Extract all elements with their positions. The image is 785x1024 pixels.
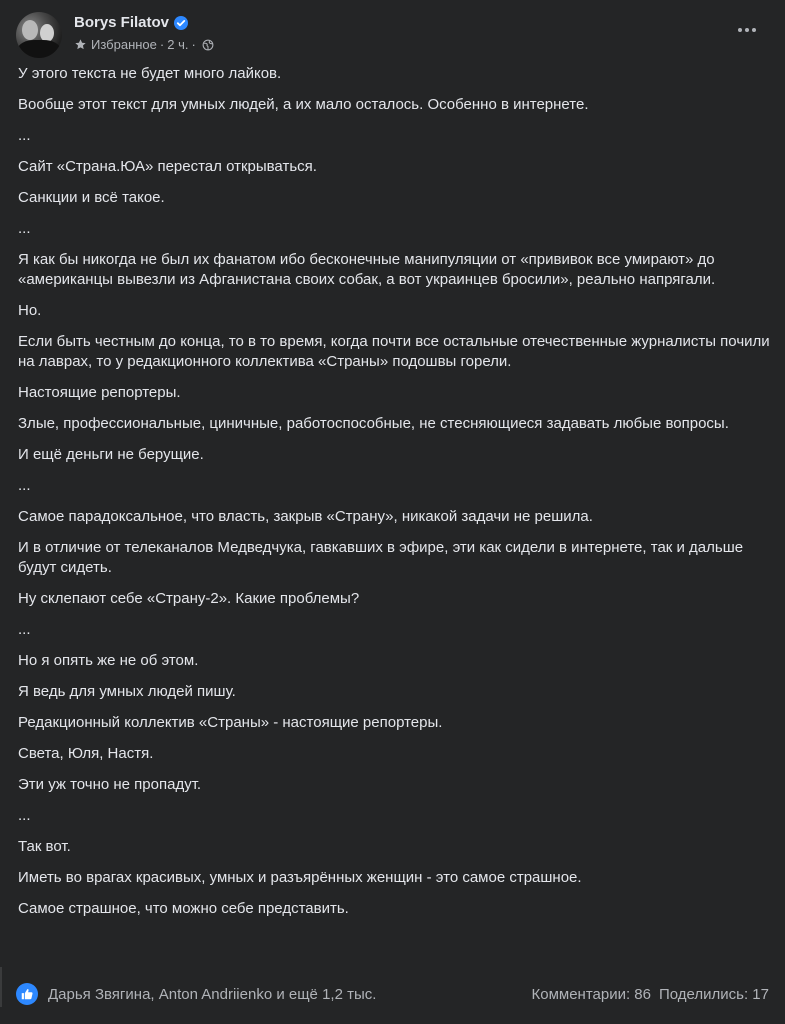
post-paragraph: И в отличие от телеканалов Медведчука, гавкавших в эфире, эти как сидели в интернете, так и дальше будут сидеть.: [18, 539, 744, 576]
post-paragraph: ...: [18, 621, 31, 638]
divider: [0, 967, 2, 1007]
verified-badge-icon: [174, 16, 188, 30]
post-paragraph: Эти уж точно не пропадут.: [18, 776, 202, 793]
post-paragraph: ...: [18, 807, 31, 824]
post-paragraph: Редакционный коллектив «Страны» - настоящие репортеры.: [18, 714, 443, 731]
post-paragraph: Я как бы никогда не был их фанатом ибо бесконечные манипуляции от «прививок все умирают» до «американцы вывезли из Афганистана своих собак, а вот украинцев бросили», реально напрягали.: [18, 251, 716, 288]
post-time[interactable]: 2 ч.: [167, 37, 189, 52]
post-paragraph: Самое парадоксальное, что власть, закрыв «Страну», никакой задачи не решила.: [18, 508, 593, 525]
comments-count[interactable]: Комментарии: 86: [531, 985, 651, 1003]
post-paragraph: ...: [18, 477, 31, 494]
post-paragraph: ...: [18, 220, 31, 237]
post-header: [16, 12, 769, 58]
post-paragraph: Если быть честным до конца, то в то время, когда почти все остальные отечественные журналисты почили на лаврах, то у редакционного коллектива «Страны» подошвы горели.: [18, 333, 770, 370]
post-paragraph: Я ведь для умных людей пишу.: [18, 683, 236, 700]
post-text: [18, 64, 770, 930]
meta-separator: ·: [191, 37, 196, 52]
post-paragraph: Света, Юля, Настя.: [18, 745, 154, 762]
post-paragraph: У этого текста не будет много лайков.: [18, 65, 282, 82]
post-paragraph: Иметь во врагах красивых, умных и разъярённых женщин - это самое страшное.: [18, 869, 582, 886]
meta-separator: ·: [159, 37, 165, 52]
author-name[interactable]: Borys Filatov: [74, 14, 170, 31]
post-paragraph: Настоящие репортеры.: [18, 384, 181, 401]
star-icon: [74, 38, 87, 51]
footer-counts: [524, 986, 770, 1003]
avatar[interactable]: [16, 12, 62, 58]
reactions-summary[interactable]: Дарья Звягина, Anton Andriienko и ещё 1,2 тыс.: [48, 985, 377, 1003]
author-line: [74, 14, 188, 31]
more-horizontal-icon[interactable]: [729, 18, 765, 42]
post-paragraph: Вообще этот текст для умных людей, а их мало осталось. Особенно в интернете.: [18, 96, 589, 113]
post-footer: [16, 981, 769, 1007]
post-paragraph: Но я опять же не об этом.: [18, 652, 199, 669]
globe-icon[interactable]: [202, 39, 214, 51]
like-icon: [16, 983, 38, 1005]
audience-label[interactable]: Избранное: [91, 37, 157, 52]
post-paragraph: Сайт «Страна.ЮА» перестал открываться.: [18, 158, 317, 175]
post-paragraph: И ещё деньги не берущие.: [18, 446, 204, 463]
post-paragraph: Но.: [18, 302, 42, 319]
post-paragraph: Самое страшное, что можно себе представить.: [18, 900, 349, 917]
post-meta: [74, 37, 214, 52]
post-paragraph: Так вот.: [18, 838, 71, 855]
post-paragraph: ...: [18, 127, 31, 144]
shares-count[interactable]: Поделились: 17: [659, 985, 769, 1003]
post-paragraph: Санкции и всё такое.: [18, 189, 165, 206]
post-paragraph: Ну склепают себе «Страну-2». Какие проблемы?: [18, 590, 360, 607]
post-paragraph: Злые, профессиональные, циничные, работоспособные, не стесняющиеся задавать любые вопросы.: [18, 415, 729, 432]
